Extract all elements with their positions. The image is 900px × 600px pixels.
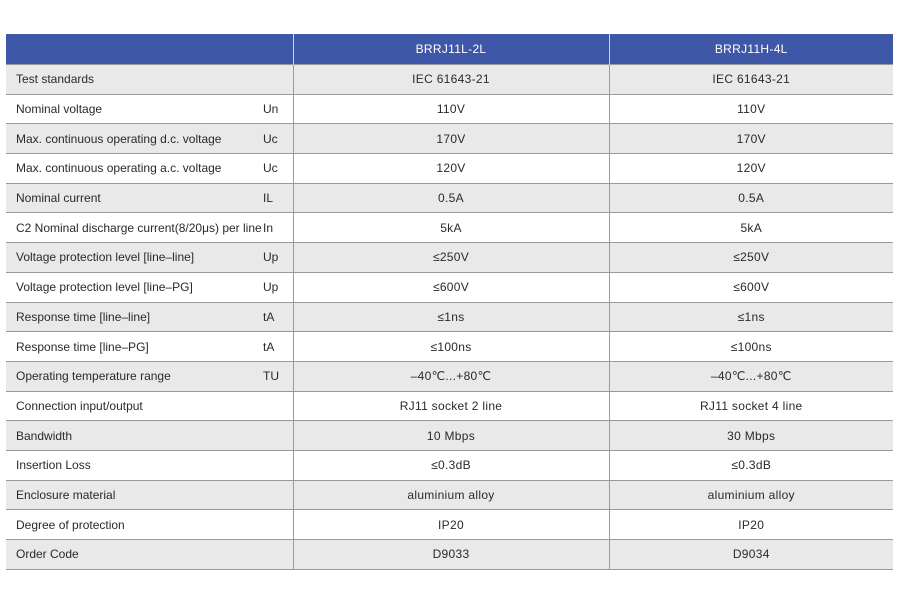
param-cell bbox=[6, 65, 293, 95]
param-cell bbox=[6, 94, 293, 124]
param-cell bbox=[6, 183, 293, 213]
param-name: Voltage protection level [line–PG] bbox=[16, 280, 193, 295]
table-row bbox=[6, 302, 893, 332]
value-model-a: 170V bbox=[293, 124, 609, 154]
header-model-b: BRRJ11H-4L bbox=[609, 34, 893, 65]
param-name: Enclosure material bbox=[16, 487, 116, 502]
value-model-a: 120V bbox=[293, 154, 609, 184]
value-model-b: 30 Mbps bbox=[609, 421, 893, 451]
value-model-b: ≤250V bbox=[609, 243, 893, 273]
param-name: Max. continuous operating d.c. voltage bbox=[16, 131, 222, 146]
value-model-b: 5kA bbox=[609, 213, 893, 243]
table-row bbox=[6, 510, 893, 540]
header-parameter bbox=[6, 34, 293, 65]
table-row bbox=[6, 183, 893, 213]
value-model-b: ≤0.3dB bbox=[609, 450, 893, 480]
value-model-b: 110V bbox=[609, 94, 893, 124]
table-row bbox=[6, 421, 893, 451]
param-cell bbox=[6, 421, 293, 451]
param-name: Response time [line–PG] bbox=[16, 339, 149, 354]
value-model-a: ≤0.3dB bbox=[293, 450, 609, 480]
param-symbol: Un bbox=[263, 102, 279, 117]
param-cell bbox=[6, 124, 293, 154]
table-body bbox=[6, 65, 893, 570]
value-model-a: RJ11 socket 2 line bbox=[293, 391, 609, 421]
param-name: Connection input/output bbox=[16, 398, 143, 413]
value-model-a: ≤250V bbox=[293, 243, 609, 273]
param-name: Nominal current bbox=[16, 191, 101, 206]
param-cell bbox=[6, 302, 293, 332]
value-model-b: aluminium alloy bbox=[609, 480, 893, 510]
value-model-a: ≤1ns bbox=[293, 302, 609, 332]
value-model-b: RJ11 socket 4 line bbox=[609, 391, 893, 421]
table-row bbox=[6, 124, 893, 154]
table-row bbox=[6, 213, 893, 243]
table-row bbox=[6, 65, 893, 95]
param-name: Order Code bbox=[16, 547, 79, 562]
value-model-a: ≤600V bbox=[293, 272, 609, 302]
param-symbol: Up bbox=[263, 250, 279, 265]
table-header-row bbox=[6, 34, 893, 65]
table-row bbox=[6, 480, 893, 510]
table-row bbox=[6, 243, 893, 273]
value-model-b: ≤100ns bbox=[609, 332, 893, 362]
param-cell bbox=[6, 510, 293, 540]
param-cell bbox=[6, 332, 293, 362]
param-cell bbox=[6, 272, 293, 302]
param-cell bbox=[6, 540, 293, 570]
value-model-b: 170V bbox=[609, 124, 893, 154]
param-symbol: TU bbox=[263, 369, 279, 384]
param-symbol: tA bbox=[263, 339, 275, 354]
param-cell bbox=[6, 480, 293, 510]
param-name: Nominal voltage bbox=[16, 102, 103, 117]
table-row bbox=[6, 332, 893, 362]
param-cell bbox=[6, 243, 293, 273]
table-row bbox=[6, 391, 893, 421]
table-row bbox=[6, 154, 893, 184]
table-row bbox=[6, 540, 893, 570]
param-cell bbox=[6, 450, 293, 480]
value-model-a: ≤100ns bbox=[293, 332, 609, 362]
param-cell bbox=[6, 361, 293, 391]
header-model-a: BRRJ11L-2L bbox=[293, 34, 609, 65]
table-row bbox=[6, 361, 893, 391]
param-name: Operating temperature range bbox=[16, 369, 171, 384]
param-symbol: Up bbox=[263, 280, 279, 295]
param-symbol: Uc bbox=[263, 161, 278, 176]
param-name: Bandwidth bbox=[16, 428, 73, 443]
value-model-a: 0.5A bbox=[293, 183, 609, 213]
value-model-a: 5kA bbox=[293, 213, 609, 243]
param-name: Max. continuous operating a.c. voltage bbox=[16, 161, 222, 176]
spec-table-container bbox=[6, 34, 893, 570]
value-model-b: D9034 bbox=[609, 540, 893, 570]
value-model-b: ≤1ns bbox=[609, 302, 893, 332]
param-symbol: IL bbox=[263, 191, 274, 206]
value-model-b: –40℃...+80℃ bbox=[609, 361, 893, 391]
value-model-a: 110V bbox=[293, 94, 609, 124]
param-name: Response time [line–line] bbox=[16, 309, 151, 324]
param-cell bbox=[6, 154, 293, 184]
value-model-a: D9033 bbox=[293, 540, 609, 570]
value-model-b: ≤600V bbox=[609, 272, 893, 302]
param-cell bbox=[6, 391, 293, 421]
spec-table bbox=[6, 34, 893, 570]
value-model-b: 0.5A bbox=[609, 183, 893, 213]
param-symbol: tA bbox=[263, 309, 275, 324]
param-name: Voltage protection level [line–line] bbox=[16, 250, 195, 265]
value-model-a: aluminium alloy bbox=[293, 480, 609, 510]
value-model-b: 120V bbox=[609, 154, 893, 184]
table-row bbox=[6, 450, 893, 480]
param-name: Insertion Loss bbox=[16, 458, 91, 473]
param-symbol: In bbox=[263, 220, 274, 235]
value-model-b: IEC 61643-21 bbox=[609, 65, 893, 95]
param-name: C2 Nominal discharge current(8/20μs) per line bbox=[16, 220, 262, 235]
table-row bbox=[6, 272, 893, 302]
value-model-a: –40℃...+80℃ bbox=[293, 361, 609, 391]
value-model-a: 10 Mbps bbox=[293, 421, 609, 451]
param-cell bbox=[6, 213, 293, 243]
param-symbol: Uc bbox=[263, 131, 278, 146]
value-model-a: IEC 61643-21 bbox=[293, 65, 609, 95]
param-name: Test standards bbox=[16, 72, 95, 87]
table-row bbox=[6, 94, 893, 124]
value-model-b: IP20 bbox=[609, 510, 893, 540]
param-name: Degree of protection bbox=[16, 517, 125, 532]
value-model-a: IP20 bbox=[293, 510, 609, 540]
